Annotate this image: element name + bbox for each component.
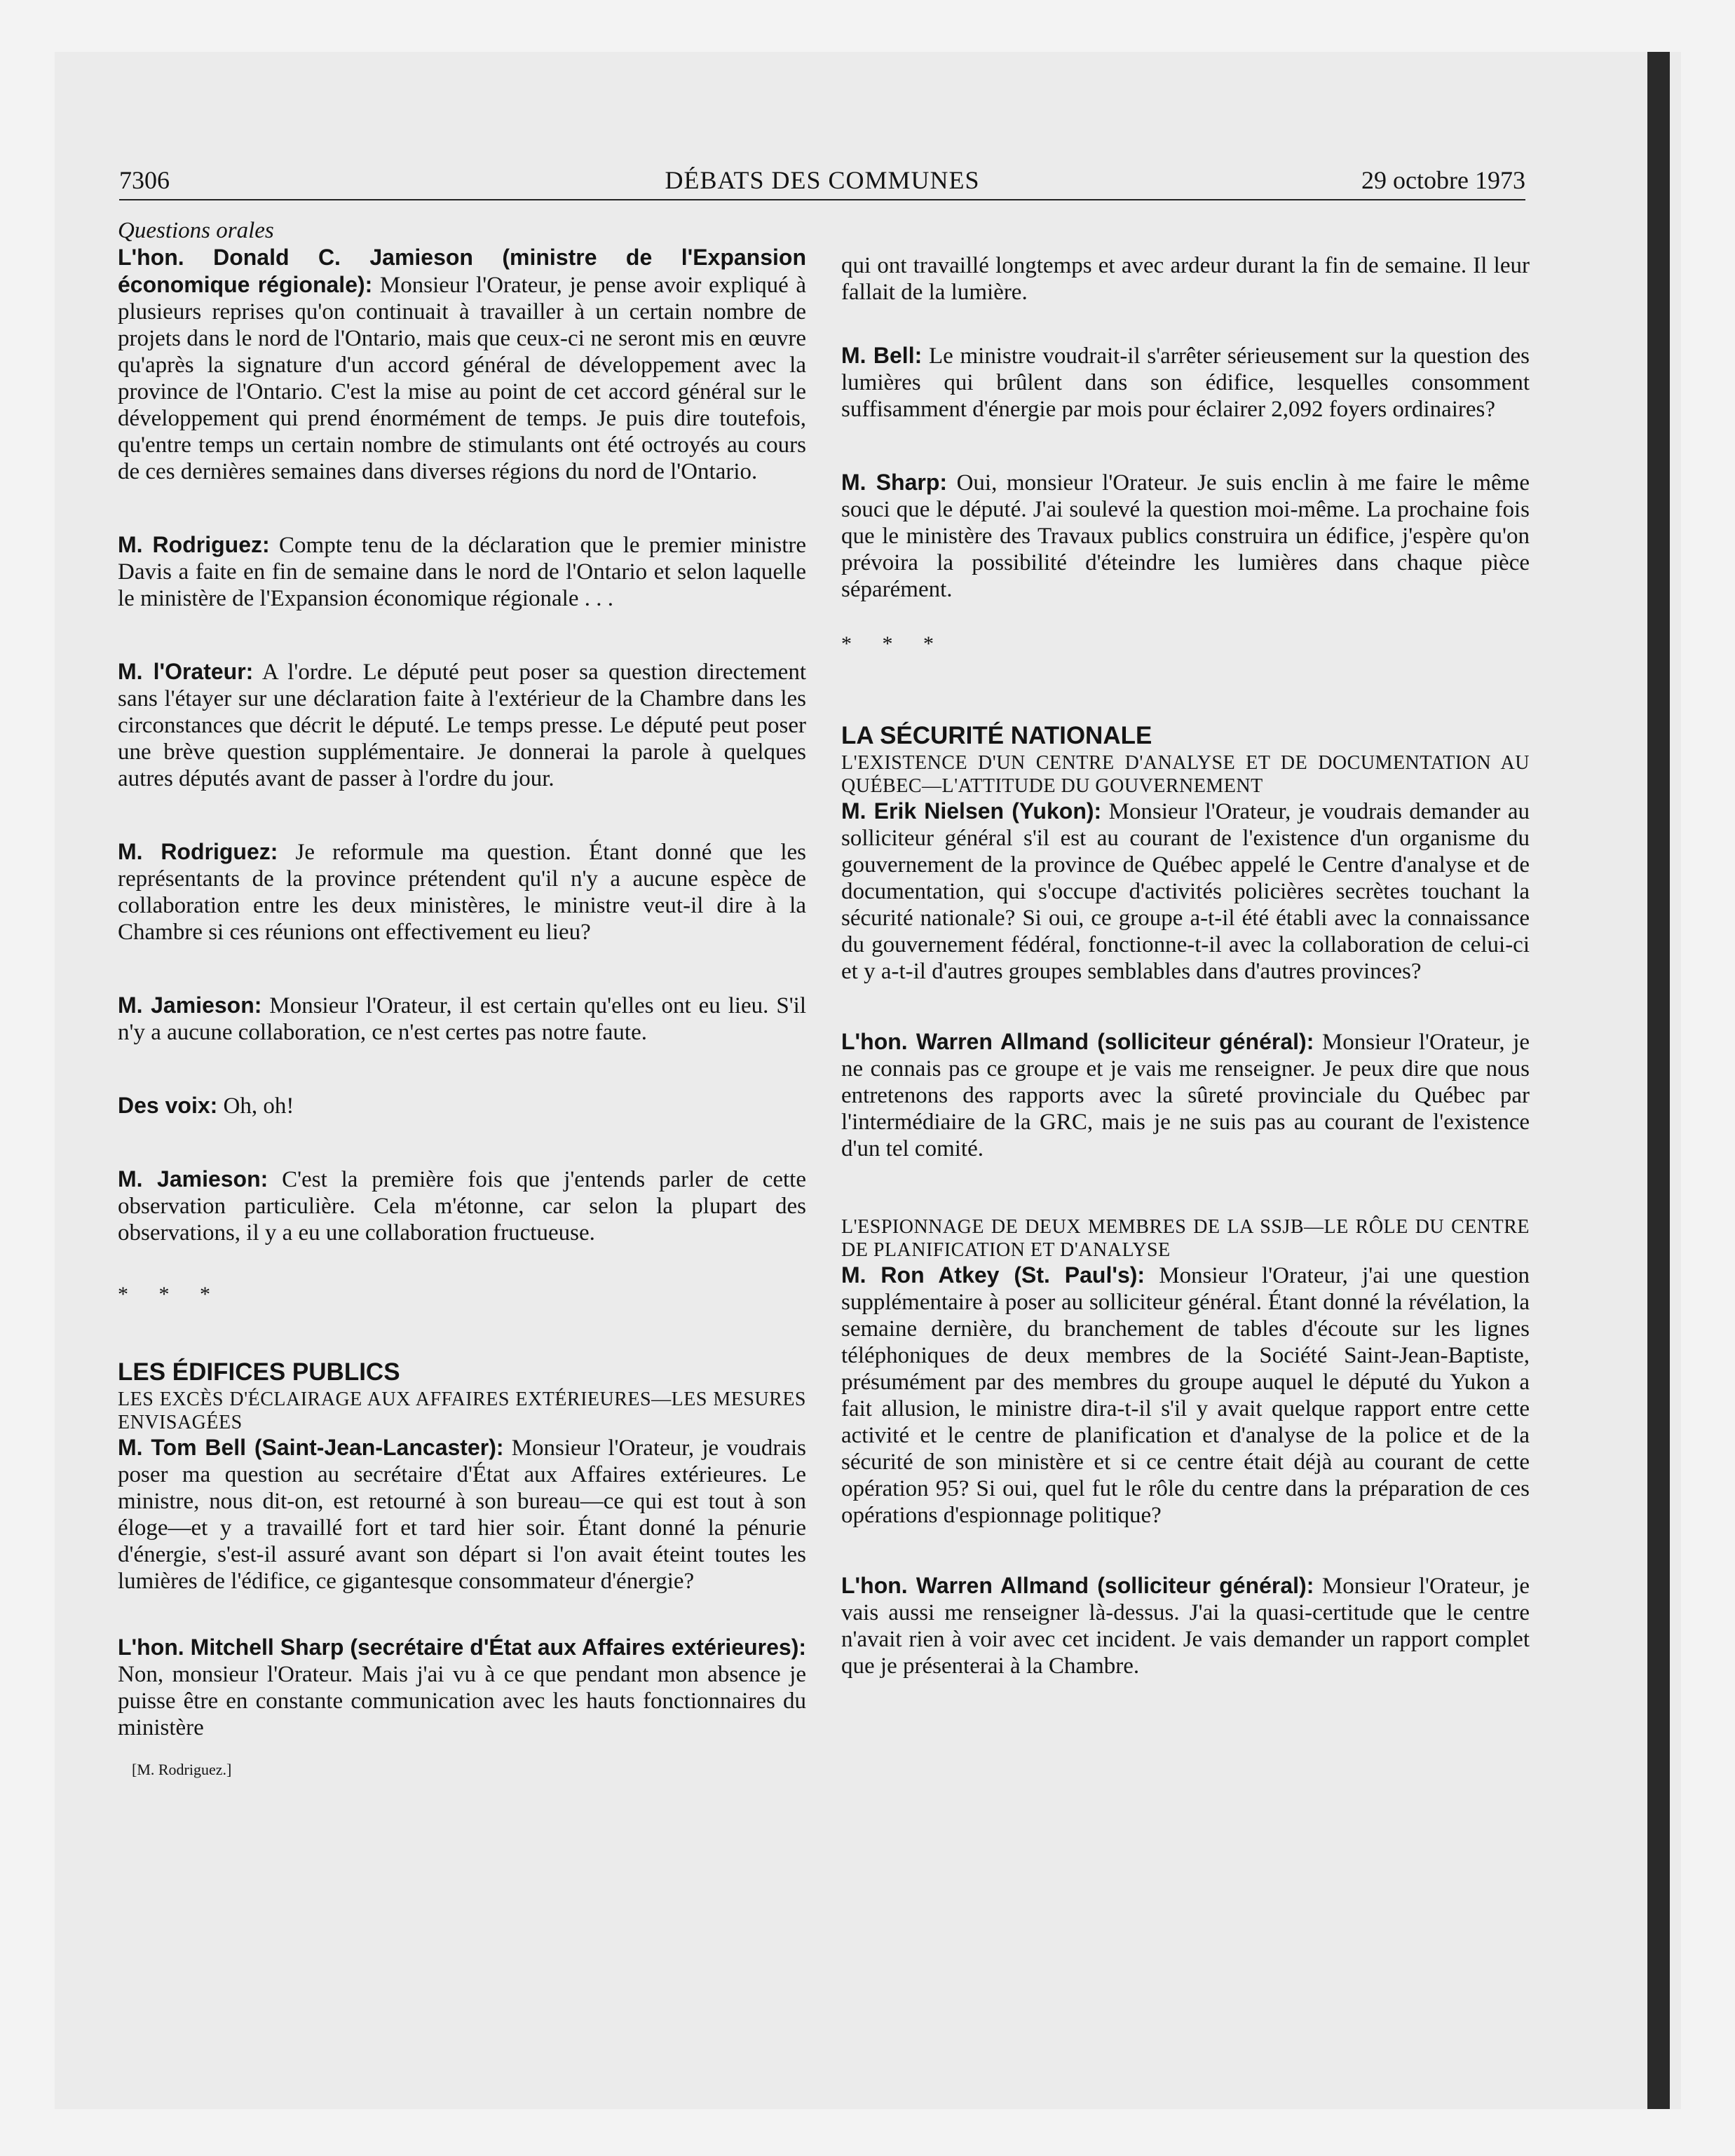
speaker-name: L'hon. Donald C. Jamieson (ministre de l'Expansion économique régionale):: [118, 245, 806, 297]
speech-text: Oui, monsieur l'Orateur. Je suis enclin à me faire le même souci que le député. J'ai soulevé la question moi-même. La prochaine fois que le ministère des Travaux publics construira un édifice, j'espère qu'on prévoira la possibilité d'éteindre les lumières dans chaque pièce séparément.: [841, 470, 1530, 602]
speech-text: Monsieur l'Orateur, je pense avoir expliqué à plusieurs reprises qu'on continuait à travailler à un certain nombre de projets dans le nord de l'Ontario, mais que ceux-ci ne seront mis en œuvre qu'après la signature d'un accord général de développement avec la province de l'Ontario. C'est la mise au point de cet accord général sur le développement qui prend énormément de temps. Je puis dire toutefois, qu'entre temps un certain nombre de stimulants ont été octroyés au cours de ces dernières semaines dans diverses régions du nord de l'Ontario.: [118, 273, 806, 484]
speech-paragraph: [118, 244, 806, 485]
section-separator: * * *: [841, 632, 946, 655]
subheading: L'EXISTENCE D'UN CENTRE D'ANALYSE ET DE DOCUMENTATION AU QUÉBEC—L'ATTITUDE DU GOUVERNEMENT: [841, 752, 1530, 797]
speech-paragraph: [118, 531, 806, 612]
speech-paragraph: [841, 1028, 1530, 1162]
speaker-name: L'hon. Warren Allmand (solliciteur général):: [841, 1573, 1314, 1598]
speech-paragraph: [841, 798, 1530, 985]
speaker-name: M. Erik Nielsen (Yukon):: [841, 798, 1102, 824]
journal-title: DÉBATS DES COMMUNES: [665, 166, 980, 194]
speaker-name: M. Jamieson:: [118, 1166, 268, 1192]
speaker-name: M. Rodriguez:: [118, 839, 278, 864]
speech-text: qui ont travaillé longtemps et avec ardeur durant la fin de semaine. Il leur fallait de la lumière.: [841, 253, 1530, 305]
speech-text: Monsieur l'Orateur, je ne connais pas ce groupe et je vais me renseigner. Je peux dire que nous entretenons des rapports avec la sûreté provinciale du Québec par l'intermédiaire de la GRC, mais je ne suis pas au courant de l'existence d'un tel comité.: [841, 1030, 1530, 1161]
speaker-name: M. Bell:: [841, 343, 923, 368]
speaker-name: M. Tom Bell (Saint-Jean-Lancaster):: [118, 1435, 504, 1460]
speech-text: Oh, oh!: [217, 1093, 294, 1119]
speech-paragraph: [841, 252, 1530, 306]
speech-paragraph: [841, 1262, 1530, 1529]
subheading: L'ESPIONNAGE DE DEUX MEMBRES DE LA SSJB—LE RÔLE DU CENTRE DE PLANIFICATION ET D'ANALYSE: [841, 1216, 1530, 1261]
footnote-speaker: [M. Rodriguez.]: [132, 1761, 232, 1778]
subheading: LES EXCÈS D'ÉCLAIRAGE AUX AFFAIRES EXTÉRIEURES—LES MESURES ENVISAGÉES: [118, 1389, 806, 1433]
speaker-name: M. Rodriguez:: [118, 532, 270, 557]
right-column: [841, 252, 1530, 1679]
speaker-name: M. Jamieson:: [118, 992, 262, 1018]
speech-paragraph: [841, 342, 1530, 423]
speech-text: A l'ordre. Le député peut poser sa question directement sans l'étayer sur une déclaration faite à l'extérieur de la Chambre dans les circonstances que décrit le député. Le temps presse. Le député peut poser une brève question supplémentaire. Je donnerai la parole à quelques autres députés avant de passer à l'ordre du jour.: [118, 660, 806, 791]
section-label: Questions orales: [118, 218, 274, 243]
speech-text: Le ministre voudrait-il s'arrêter sérieusement sur la question des lumières qui brûlent dans son édifice, lesquelles consomment suffisamment d'énergie par mois pour éclairer 2,092 foyers ordinaires?: [841, 343, 1530, 422]
speaker-name: Des voix:: [118, 1093, 218, 1118]
speech-paragraph: [118, 1166, 806, 1246]
left-column: [118, 217, 806, 1783]
speech-text: Monsieur l'Orateur, je voudrais poser ma question au secrétaire d'État aux Affaires extérieures. Le ministre, nous dit-on, est retourné à son bureau—ce qui est tout à son éloge—et y a travaillé fort et tard hier soir. Étant donné la pénurie d'énergie, s'est-il assuré avant son départ si l'on avait éteint toutes les lumières de l'édifice, ce gigantesque consommateur d'énergie?: [118, 1435, 806, 1594]
page-header: [119, 163, 1525, 200]
speech-paragraph: [841, 1572, 1530, 1679]
rubric-heading: LA SÉCURITÉ NATIONALE: [841, 722, 1152, 749]
speech-text: Monsieur l'Orateur, je voudrais demander au solliciteur général s'il est au courant de l'existence d'un organisme du gouvernement de la province de Québec appelé le Centre d'analyse et de documentation, qui s'occupe d'activités policières secrètes touchant la sécurité nationale? Si oui, ce groupe a-t-il été établi avec la connaissance du gouvernement fédéral, fonctionne-t-il avec la collaboration de celui-ci et y a-t-il d'autres groupes semblables dans d'autres provinces?: [841, 799, 1530, 984]
scan-edge-bar: [1647, 52, 1670, 2109]
speech-paragraph: [118, 992, 806, 1046]
speech-paragraph: [118, 1634, 806, 1741]
rubric-heading: LES ÉDIFICES PUBLICS: [118, 1358, 400, 1386]
speech-paragraph: [118, 658, 806, 792]
speaker-name: M. l'Orateur:: [118, 659, 254, 684]
speech-text: Monsieur l'Orateur, il est certain qu'elles ont eu lieu. S'il n'y a aucune collaboration, ce n'est certes pas notre faute.: [118, 993, 807, 1045]
speaker-name: L'hon. Mitchell Sharp (secrétaire d'État aux Affaires extérieures):: [118, 1635, 806, 1660]
section-separator: * * *: [118, 1283, 223, 1306]
speech-paragraph: [118, 1434, 806, 1595]
speech-text: Monsieur l'Orateur, j'ai une question supplémentaire à poser au solliciteur général. Étant donné la révélation, la semaine dernière, du branchement de tables d'écoute sur les lignes téléphoniques de deux membres de la Société Saint-Jean-Baptiste, présumément par des membres du groupe auquel le député du Yukon a fait allusion, le ministre dira-t-il s'il y avait quelque rapport entre cette activité et le centre de planification et d'analyse de la police et de la sécurité de son ministère et si ce centre était déjà au courant de cette opération 95? Si oui, quel fut le rôle du centre dans la préparation de ces opérations d'espionnage politique?: [841, 1263, 1530, 1528]
issue-date: 29 octobre 1973: [1361, 166, 1525, 194]
speaker-name: M. Sharp:: [841, 470, 948, 495]
speech-paragraph: [118, 1092, 806, 1119]
speech-paragraph: [118, 838, 806, 946]
speech-paragraph: [841, 469, 1530, 603]
speech-text: Non, monsieur l'Orateur. Mais j'ai vu à ce que pendant mon absence je puisse être en constante communication avec les hauts fonctionnaires du ministère: [118, 1662, 806, 1740]
speech-text: Je reformule ma question. Étant donné que les représentants de la province prétendent qu'il n'y a aucune espèce de collaboration entre les deux ministères, le ministre veut-il dire à la Chambre si ces réunions ont effectivement eu lieu?: [118, 840, 807, 945]
speech-text: Monsieur l'Orateur, je vais aussi me renseigner là-dessus. J'ai la quasi-certitude que le centre n'avait rien à voir avec cet incident. Je vais demander un rapport complet que je présenterai à la Chambre.: [841, 1574, 1530, 1679]
page-number: 7306: [119, 166, 170, 194]
speaker-name: L'hon. Warren Allmand (solliciteur général):: [841, 1029, 1314, 1054]
speech-text: Compte tenu de la déclaration que le premier ministre Davis a faite en fin de semaine dans le nord de l'Ontario et selon laquelle le ministère de l'Expansion économique régionale . . .: [118, 533, 806, 611]
speaker-name: M. Ron Atkey (St. Paul's):: [841, 1262, 1145, 1288]
speech-text: C'est la première fois que j'entends parler de cette observation particulière. Cela m'étonne, car selon la plupart des observations, il y a eu une collaboration fructueuse.: [118, 1167, 806, 1246]
